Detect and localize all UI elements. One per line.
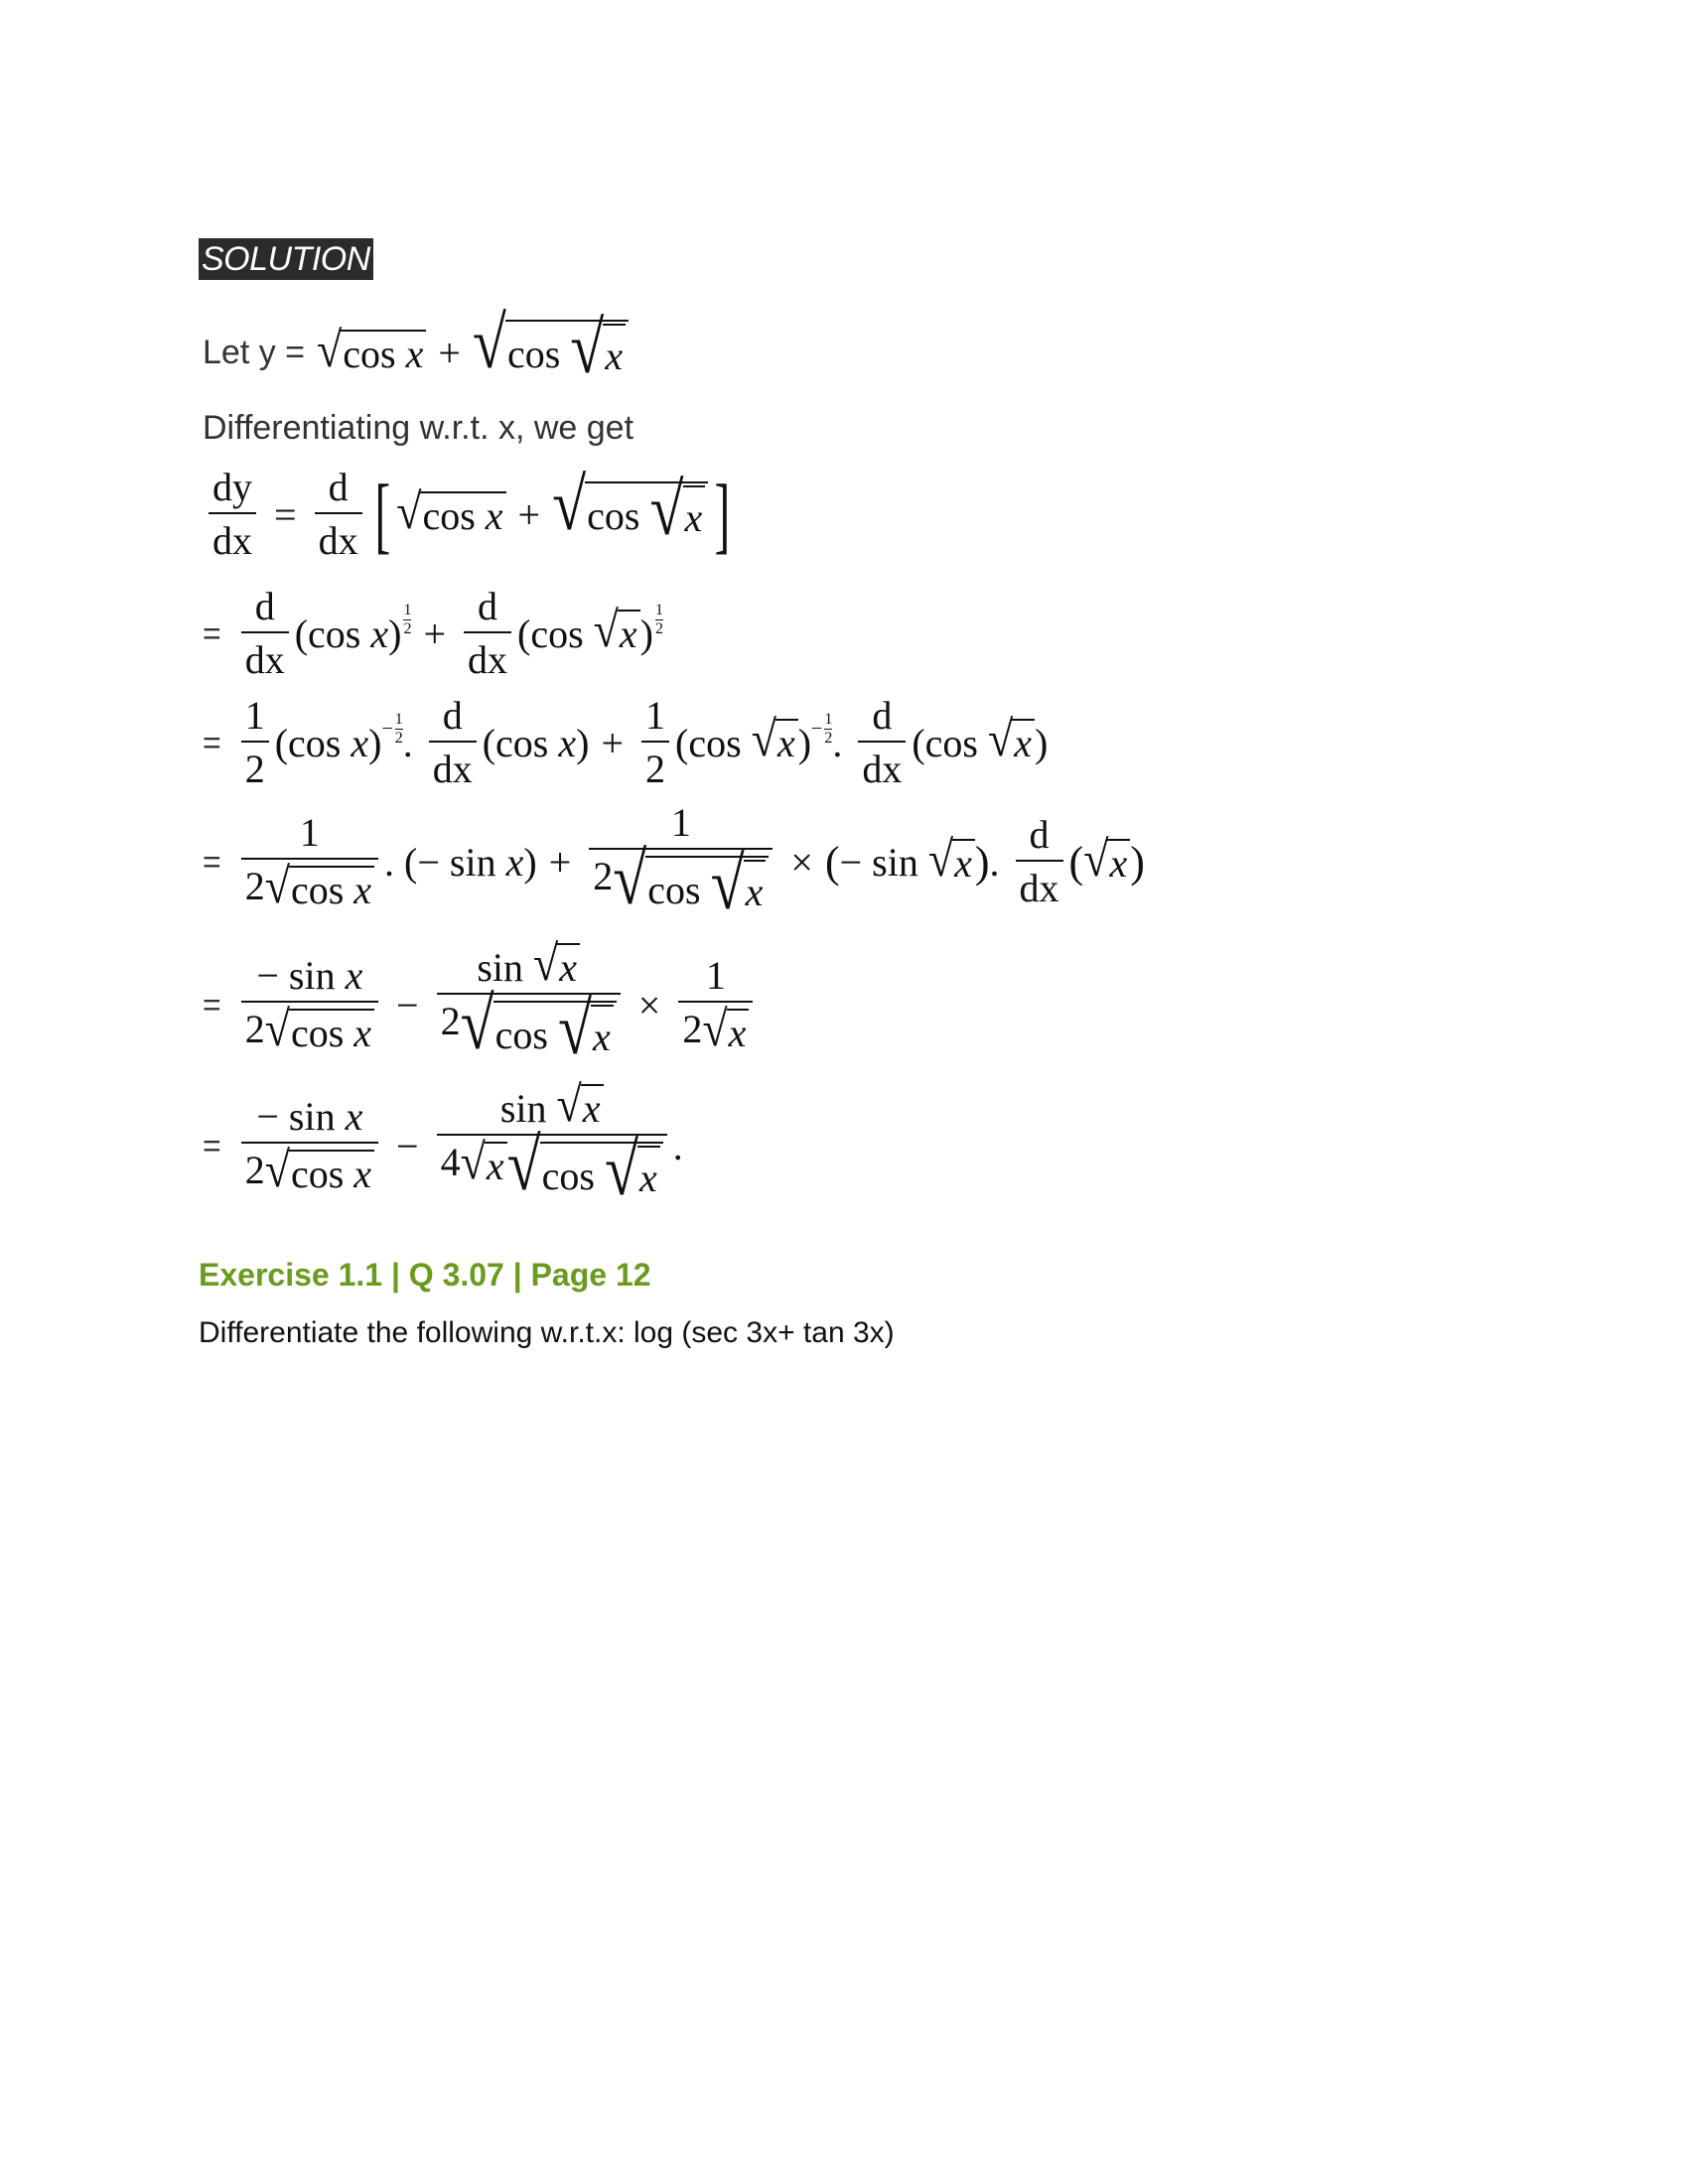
dy-dx-fraction: $\frac{dy}{dx}$ bbox=[209, 467, 256, 562]
exercise-question: Differentiate the following w.r.t.x: log (sec 3x+ tan 3x) bbox=[199, 1316, 895, 1349]
derivative-line-6: = − sin x 2 √ cos x − sin √ x 4 √ x √ cos √ x . bbox=[203, 1076, 683, 1211]
sqrt-cos-x: √ cos x bbox=[317, 330, 426, 375]
derivative-line-3: = $\frac{1}{2}$ (cos x) − $\frac{1}{2}$ . $\frac{d}{dx}$ (cos x) + $\frac{1}{2}$ (cos √ x ) − $\frac{1}{2}$ . $\frac{d}{dx}$ (cos √ x ) bbox=[203, 693, 1049, 791]
derivative-line-4: = 1 2 √ cos x . (− sin x) + 1 2 √ cos √ x × ( − sin √ x ) . $\frac{d}{dx}$ ( √ x ) bbox=[203, 800, 1145, 925]
derivative-line-1: $\frac{dy}{dx}$ = $\frac{d}{dx}$ [ √ cos x + √ cos √ x ] bbox=[203, 467, 737, 562]
d-dx-fraction: $\frac{d}{dx}$ bbox=[315, 467, 362, 562]
solution-label: SOLUTION bbox=[199, 238, 373, 280]
let-y-line: Let y = √ cos x + √ cos √ x bbox=[203, 320, 629, 385]
differentiating-line bbox=[203, 409, 633, 448]
exercise-heading: Exercise 1.1 | Q 3.07 | Page 12 bbox=[199, 1257, 651, 1293]
let-y-text: Let y = bbox=[203, 333, 306, 371]
sqrt-cos-sqrt-x: √ cos √ x bbox=[473, 320, 629, 385]
derivative-line-5: = − sin x 2 √ cos x − sin √ x 2 √ cos √ x × 1 2 √ x bbox=[203, 943, 759, 1066]
derivative-line-2: = $\frac{d}{dx}$ (cos x) 1 2 + $\frac{d}{dx}$ (cos √ x ) 1 2 bbox=[203, 584, 663, 682]
differentiating-text: Differentiating w.r.t. x, we get bbox=[203, 409, 634, 447]
